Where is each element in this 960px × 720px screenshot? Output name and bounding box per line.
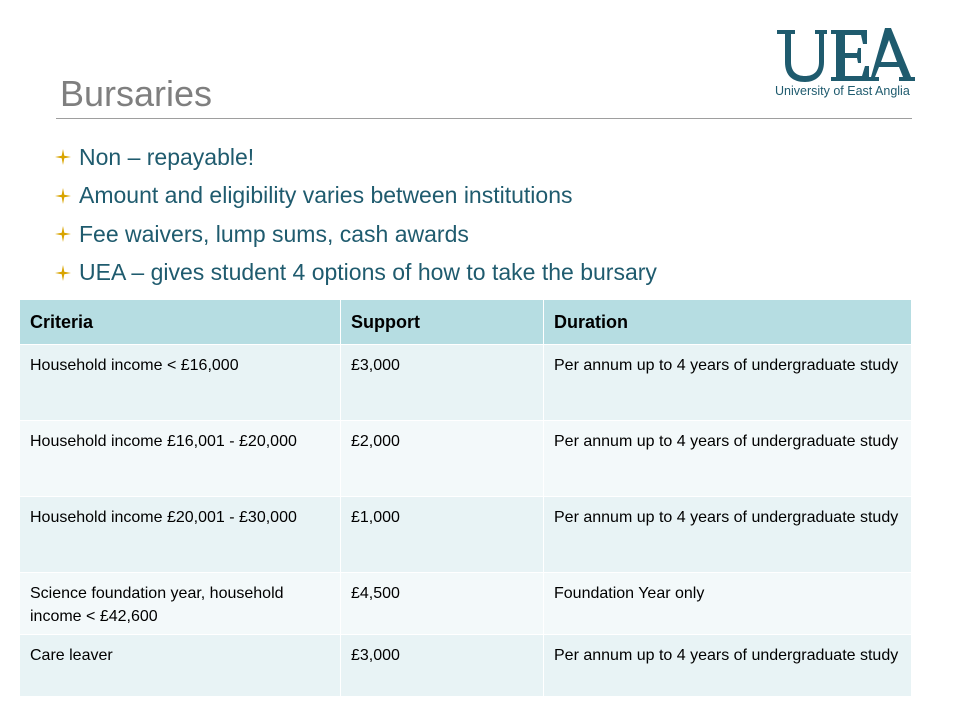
column-header-support: Support	[341, 300, 544, 345]
support-cell: £3,000	[341, 345, 544, 421]
support-cell: £1,000	[341, 497, 544, 573]
criteria-cell: Care leaver	[20, 635, 341, 697]
bursary-table	[20, 300, 912, 696]
bullet-text: Fee waivers, lump sums, cash awards	[79, 220, 469, 247]
criteria-cell: Science foundation year, household income < £42,600	[20, 573, 341, 635]
bullet-list	[55, 138, 657, 292]
criteria-cell: Household income £20,001 - £30,000	[20, 497, 341, 573]
four-point-star-icon	[55, 265, 71, 281]
bullet-text: Amount and eligibility varies between institutions	[79, 182, 573, 209]
support-cell: £3,000	[341, 635, 544, 697]
support-cell: £4,500	[341, 573, 544, 635]
slide-title: Bursaries	[60, 73, 213, 114]
bullet-item	[55, 215, 657, 254]
criteria-cell: Household income < £16,000	[20, 345, 341, 421]
table-row	[20, 573, 912, 635]
duration-cell: Foundation Year only	[544, 573, 912, 635]
table-row	[20, 421, 912, 497]
column-header-criteria: Criteria	[20, 300, 341, 345]
duration-cell: Per annum up to 4 years of undergraduate study	[544, 497, 912, 573]
bullet-text: Non – repayable!	[79, 143, 255, 170]
bullet-item	[55, 177, 657, 216]
table-header-row	[20, 300, 912, 345]
duration-cell: Per annum up to 4 years of undergraduate study	[544, 345, 912, 421]
duration-cell: Per annum up to 4 years of undergraduate study	[544, 421, 912, 497]
criteria-cell: Household income £16,001 - £20,000	[20, 421, 341, 497]
column-header-duration: Duration	[544, 300, 912, 345]
bullet-item	[55, 254, 657, 293]
support-cell: £2,000	[341, 421, 544, 497]
uea-wordmark-icon	[775, 26, 915, 84]
four-point-star-icon	[55, 188, 71, 204]
uea-logo	[775, 26, 915, 106]
bullet-text: UEA – gives student 4 options of how to take the bursary	[79, 259, 657, 286]
bullet-item	[55, 138, 657, 177]
table-row	[20, 497, 912, 573]
title-divider	[56, 118, 912, 119]
table-row	[20, 345, 912, 421]
four-point-star-icon	[55, 226, 71, 242]
logo-caption: University of East Anglia	[775, 84, 910, 98]
duration-cell: Per annum up to 4 years of undergraduate study	[544, 635, 912, 697]
four-point-star-icon	[55, 149, 71, 165]
table-row	[20, 635, 912, 697]
